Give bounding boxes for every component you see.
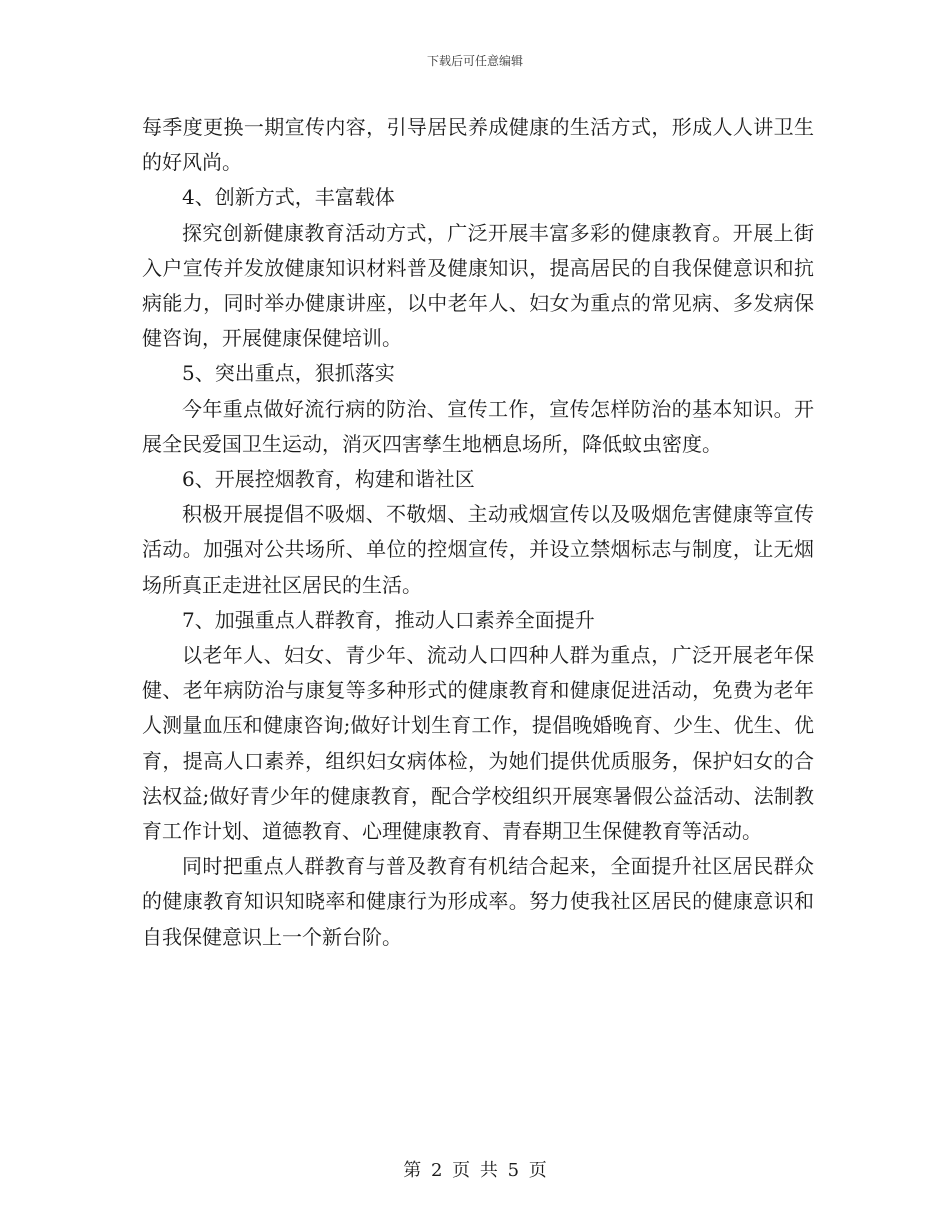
paragraph: 探究创新健康教育活动方式，广泛开展丰富多彩的健康教育。开展上街入户宣传并发放健康知识材料普及健康知识，提高居民的自我保健意识和抗病能力，同时举办健康讲座，以中老年人、妇女为重点的常见病、多发病保健咨询，开展健康保健培训。 xyxy=(142,220,814,351)
section-heading-4: 4、创新方式，丰富载体 xyxy=(182,185,395,210)
paragraph: 积极开展提倡不吸烟、不敬烟、主动戒烟宣传以及吸烟危害健康等宣传活动。加强对公共场所、单位的控烟宣传，并设立禁烟标志与制度，让无烟场所真正走进社区居民的生活。 xyxy=(142,502,814,597)
paragraph: 同时把重点人群教育与普及教育有机结合起来，全面提升社区居民群众的健康教育知识知晓率和健康行为形成率。努力使我社区居民的健康意识和自我保健意识上一个新台阶。 xyxy=(142,854,814,949)
document-body xyxy=(142,110,814,955)
section-heading-6: 6、开展控烟教育，构建和谐社区 xyxy=(182,467,475,492)
paragraph: 今年重点做好流行病的防治、宣传工作，宣传怎样防治的基本知识。开展全民爱国卫生运动，消灭四害孳生地栖息场所，降低蚊虫密度。 xyxy=(142,396,814,456)
paragraph: 以老年人、妇女、青少年、流动人口四种人群为重点，广泛开展老年保健、老年病防治与康复等多种形式的健康教育和健康促进活动，免费为老年人测量血压和健康咨询;做好计划生育工作，提倡晚婚晚育、少生、优生、优育，提高人口素养，组织妇女病体检，为她们提供优质服务，保护妇女的合法权益;做好青少年的健康教育，配合学校组织开展寒暑假公益活动、法制教育工作计划、道德教育、心理健康教育、青春期卫生保健教育等活动。 xyxy=(142,643,814,844)
paragraph: 每季度更换一期宣传内容，引导居民养成健康的生活方式，形成人人讲卫生的好风尚。 xyxy=(142,115,814,175)
section-heading-5: 5、突出重点，狠抓落实 xyxy=(182,361,395,386)
page-footer: 第 2 页 共 5 页 xyxy=(403,1160,547,1181)
section-heading-7: 7、加强重点人群教育，推动人口素养全面提升 xyxy=(182,607,595,632)
page-header: 下载后可任意编辑 xyxy=(426,54,523,68)
